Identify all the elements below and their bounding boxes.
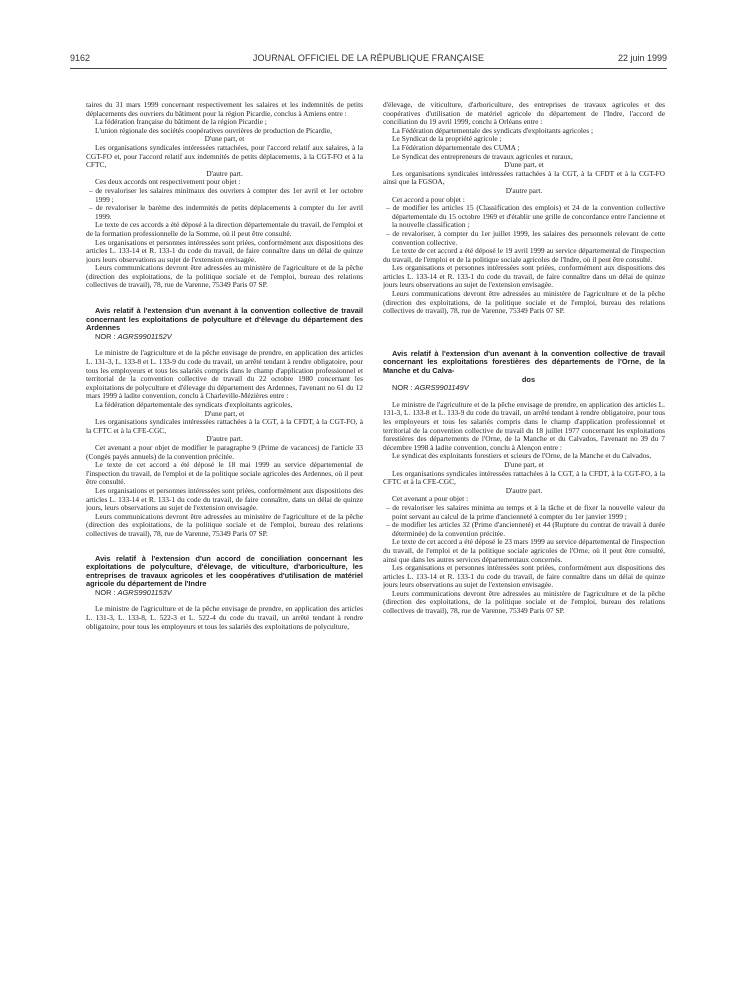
- paragraph: Le texte de cet accord a été déposé le 23 mars 1999 au service départemental de l'inspection du travail, de l'emploi et de la politique sociale agricoles de l'Orne, où il peut être consulté, ainsi que dans les autres services départementaux concernés.: [383, 537, 665, 564]
- paragraph: D'autre part.: [206, 434, 243, 444]
- paragraph: La Fédération départementale des syndicats d'exploitants agricoles ;: [392, 125, 594, 135]
- paragraph: Les organisations syndicales intéressées rattachées à la CGT, à la CFDT et à la CGT-FO ainsi que la FGSOA,: [383, 168, 665, 187]
- nor-code: AGRS9901153V: [117, 587, 172, 597]
- paragraph: D'une part, et: [204, 408, 245, 418]
- notice-heading: [383, 350, 665, 376]
- paragraph: Leurs communications devront être adressées au ministère de l'agriculture et de la pêche (direction des exploitations, de la politique sociale et de l'emploi, bureau des relations collectives de travail), 78, rue de Varenne, 75349 Paris 07 SP.: [86, 511, 363, 538]
- paragraph: Cet avenant a pour objet de modifier le paragraphe 9 (Prime de vacances) de l'article 33 (Congés payés annuels) de la convention précitée.: [86, 442, 363, 461]
- list-item: – de revaloriser le barème des indemnités de petits déplacements à compter du 1er avril 1999.: [89, 203, 363, 221]
- paragraph: L'union régionale des sociétés coopératives ouvrières de production de Picardie,: [95, 125, 332, 135]
- paragraph: Le texte de cet accord a été déposé le 18 mai 1999 au service départemental de l'inspection du travail, de l'emploi et de la politique sociale agricoles des Ardennes, où il peut être consulté.: [86, 460, 363, 487]
- paragraph: Leurs communications devront être adressées au ministère de l'agriculture et de la pêche (direction des exploitations, de la politique sociale et de l'emploi, bureau des relations collectives de travail), 78, rue de Varenne, 75349 Paris 07 SP.: [383, 289, 665, 316]
- paragraph: Les organisations et personnes intéressées sont priées, conformément aux dispositions des articles L. 133-14 et R. 133-1 du code du travail, de faire connaître dans un délai de quinze jours leurs observations au sujet de l'extension envisagée.: [86, 237, 363, 264]
- paragraph: D'autre part.: [206, 168, 243, 178]
- paragraph: Cet accord a pour objet :: [392, 194, 465, 204]
- nor-label: NOR :: [392, 383, 413, 393]
- paragraph: Les organisations et personnes intéressées sont priées, conformément aux dispositions des articles L. 133-14 et R. 133-1 du code du travail, de faire connaître, dans un délai de quinze jours, leurs observations au sujet de l'extension envisagée.: [86, 485, 363, 513]
- paragraph: Leurs communications devront être adressées au ministère de l'agriculture et de la pêche (direction des exploitations, de la politique sociale et de l'emploi, bureau des relations collectives de travail), 78, rue de Varenne, 75349 Paris 07 SP.: [86, 263, 363, 290]
- journal-title: JOURNAL OFFICIEL DE LA RÉPUBLIQUE FRANÇAISE: [252, 53, 485, 63]
- paragraph: Le ministre de l'agriculture et de la pêche envisage de prendre, en application des articles L. 131-3, L. 133-8, L. 522-3 et L. 522-4 du code du travail, un arrêté tendant à rendre obligatoire, pour tous les employeurs et tous les salariés des exploitations de polyculture,: [86, 604, 363, 631]
- paragraph: D'une part, et: [204, 134, 245, 144]
- paragraph: La fédération française du bâtiment de la région Picardie ;: [95, 117, 267, 127]
- paragraph: D'une part, et: [504, 160, 544, 170]
- list-item: – de revaloriser les salaires minima au temps et à la tâche et de fixer la nouvelle valeur du point servant au calcul de la prime d'ancienneté à compter du 1er janvier 1999 ;: [386, 502, 665, 521]
- right-column: [383, 101, 665, 980]
- paragraph: Le Syndicat de la propriété agricole ;: [392, 134, 502, 144]
- list-item: – de modifier les articles 15 (Classification des emplois) et 24 de la convention collective départementale du 15 octobre 1969 et d'établir une grille de concordance entre l'ancienne et la nouvelle classification ;: [386, 203, 665, 230]
- paragraph: Les organisations et personnes intéressées sont priées, conformément aux dispositions des articles L. 133-14 et R. 133-1 du code du travail, de faire connaître dans un délai de quinze jours leurs observations au sujet de l'extension envisagée.: [383, 263, 665, 290]
- nor-code: AGRS9901152V: [117, 331, 172, 341]
- paragraph: taires du 31 mars 1999 concernant respectivement les salaires et les indemnités de petits déplacements des ouvriers du bâtiment pour la région Picardie, conclus à Amiens entre :: [86, 101, 363, 118]
- paragraph: d'élevage, de viticulture, d'arboriculture, des entreprises de travaux agricoles et des coopératives d'utilisation de matériel agricole du département de l'Indre, l'accord de conciliation du 19 avril 1999, conclu à Orléans entre :: [383, 101, 665, 127]
- paragraph: Les organisations syndicales intéressées rattachées à la CGT, à la CFDT, à la CGT-FO, à la CFTC et à la CFE-CGC,: [383, 468, 665, 487]
- paragraph: D'autre part.: [505, 485, 543, 495]
- notice-heading-end: dos: [521, 374, 536, 384]
- notice-heading: Avis relatif à l'extension d'un accord de conciliation concernant les exploitations de polyculture, d'élevage, de viticulture, d'arboriculture, les entreprises de travaux agricoles et les coopératives d'utilisation de matériel agricole du département de l'Indre: [86, 553, 363, 589]
- issue-date: 22 juin 1999: [617, 53, 667, 63]
- nor-code: AGRS9901149V: [414, 383, 469, 393]
- left-column: [86, 101, 363, 980]
- paragraph: Le Syndicat des entrepreneurs de travaux agricoles et ruraux,: [392, 151, 573, 161]
- header-rule: [70, 68, 667, 69]
- paragraph: Le texte de cet accord a été déposé le 19 avril 1999 au service départemental de l'inspection du travail, de l'emploi et de la politique sociale agricoles de l'Indre, où il peut être consulté.: [383, 246, 665, 264]
- notice-heading-text: Avis relatif à l'extension d'un avenant à la convention collective de travail concernant les exploitations forestières des départements de l'Orne, de la Manche et du Calva-: [383, 348, 665, 376]
- nor-reference: [383, 384, 665, 393]
- paragraph: Le texte de ces accords a été déposé à la direction départementale du travail, de l'emploi et de la formation professionnelle de la Somme, où il peut être consulté.: [86, 220, 363, 238]
- paragraph: Les organisations et personnes intéressées sont priées, conformément aux dispositions des articles L. 133-14 et R. 133-1 du code du travail, de faire connaître dans un délai de quinze jours leurs observations au sujet de l'extension envisagée.: [383, 563, 665, 590]
- paragraph: La fédération départementale des syndicats d'exploitants agricoles,: [95, 400, 293, 409]
- paragraph: Le ministre de l'agriculture et de la pêche envisage de prendre, en application des articles L. 131-3, L. 133-8 et L. 133-9 du code du travail, un arrêté tendant à rendre obligatoire, pour tous les employeurs et tous les salariés compris dans le champ d'application professionnel et territorial de la convention collective de travail du 18 juillet 1977 concernant les exploitations forestières des départements de l'Orne, de la Manche et du Calvados, l'avenant no 39 du 7 décembre 1998 à ladite convention, conclu à Alençon entre :: [383, 399, 665, 452]
- paragraph: Leurs communications devront être adressées au ministère de l'agriculture et de la pêche (direction des exploitations, de la politique sociale et de l'emploi, bureau des relations collectives de travail), 78, rue de Varenne, 75349 Paris 07 SP.: [383, 588, 665, 616]
- paragraph: Les organisations syndicales intéressées rattachées, pour l'accord relatif aux salaires, à la CGT-FO et, pour l'accord relatif aux indemnités de petits déplacements, à la CGT-FO et à la CFTC,: [86, 142, 363, 170]
- list-item: – de revaloriser les salaires minimaux des ouvriers à compter des 1er avril et 1er octobre 1999 ;: [89, 185, 363, 204]
- paragraph: Les organisations syndicales intéressées rattachées à la CGT, à la CFDT, à la CGT-FO, à la CFTC et à la CFE-CGC,: [86, 417, 363, 435]
- nor-reference: [86, 333, 363, 342]
- nor-reference: [86, 589, 363, 598]
- page-number: 9162: [70, 53, 91, 63]
- notice-heading: Avis relatif à l'extension d'un avenant à la convention collective de travail concernant les exploitations de polyculture et d'élevage du département des Ardennes: [86, 306, 363, 333]
- nor-label: NOR :: [95, 331, 116, 341]
- paragraph: D'autre part.: [505, 185, 543, 195]
- paragraph: La Fédération départementale des CUMA ;: [392, 142, 520, 152]
- paragraph: Cet avenant a pour objet :: [392, 494, 469, 504]
- page-header: [70, 53, 667, 67]
- paragraph: D'une part, et: [504, 459, 544, 469]
- list-item: – de modifier les articles 32 (Prime d'ancienneté) et 44 (Rupture du contrat de travail à durée déterminée) de la convention précitée.: [386, 520, 665, 538]
- paragraph: Le ministre de l'agriculture et de la pêche envisage de prendre, en application des articles L. 131-3, L. 133-8 et L. 133-9 du code du travail, un arrêté tendant à rendre obligatoire, pour tous les employeurs et tous les salariés compris dans le champ d'application professionnel et territorial de la convention collective de travail du 22 octobre 1980 concernant les exploitations de polyculture et d'élevage du département des Ardennes, l'avenant no 61 du 12 mars 1999 à ladite convention, conclu à Charleville-Mézières entre :: [86, 348, 363, 401]
- nor-label: NOR :: [95, 587, 116, 597]
- paragraph: Ces deux accords ont respectivement pour objet :: [95, 177, 241, 187]
- paragraph: Le syndicat des exploitants forestiers et scieurs de l'Orne, de la Manche et du Calvados,: [392, 451, 652, 461]
- list-item: – de revaloriser, à compter du 1er juillet 1999, les salaires des personnels relevant de cette convention collective.: [386, 228, 665, 247]
